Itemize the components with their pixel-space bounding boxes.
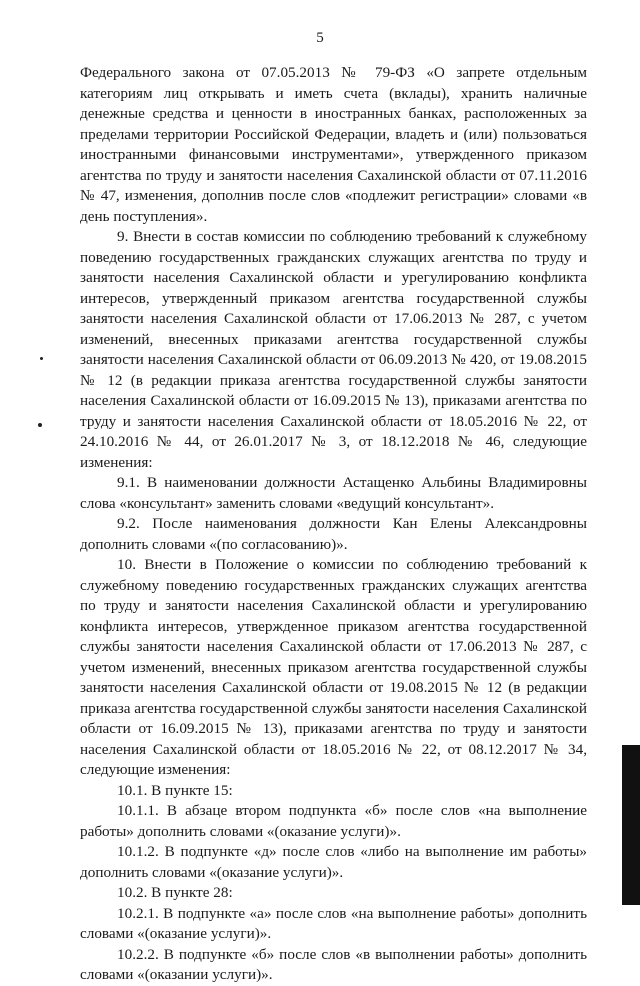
paragraph-item-9-1: 9.1. В наименовании должности Астащенко Альбины Владимировны слова «консультант» заменить словами «ведущий консультант». [80, 474, 587, 512]
paragraph-item-10-1: 10.1. В пункте 15: [117, 781, 233, 799]
paragraph-item-10: 10. Внести в Положение о комиссии по соблюдению требований к служебному поведению государственных гражданских служащих агентства по труду и занятости населения Сахалинской области и урегулированию конфликта интересов, утвержденное приказом агентства государственной службы занятости населения Сахалинской области от 17.06.2013 № 287, с учетом изменений, внесенных приказом агентства государственной службы занятости населения Сахалинской области от 19.08.2015 № 12 (в редакции приказа агентства государственной службы занятости населения Сахалинской области от 16.09.2015 № 13), приказами агентства по труду и занятости населения Сахалинской области от 18.05.2016 № 22, от 08.12.2017 № 34, следующие изменения: [80, 556, 587, 778]
paragraph-item-10-1-1: 10.1.1. В абзаце втором подпункта «б» после слов «на выполнение работы» дополнить словами «(оказание услуги)». [80, 802, 587, 840]
scan-speck [40, 357, 43, 360]
scan-speck [38, 423, 42, 427]
paragraph-item-9: 9. Внести в состав комиссии по соблюдению требований к служебному поведению государственных гражданских служащих агентства по труду и занятости населения Сахалинской области и урегулированию конфликта интересов, утвержденный приказом агентства государственной службы занятости населения Сахалинской области от 17.06.2013 № 287, с учетом изменений, внесенных приказами агентства государственной службы занятости населения Сахалинской области от 06.09.2013 № 420, от 19.08.2015 № 12 (в редакции приказа агентства государственной службы занятости населения Сахалинской области от 16.09.2015 № 13), приказами агентства по труду и занятости населения Сахалинской области от 18.05.2016 № 22, от 24.10.2016 № 44, от 26.01.2017 № 3, от 18.12.2018 № 46, следующие изменения: [80, 228, 587, 471]
paragraph-item-10-2-2: 10.2.2. В подпункте «б» после слов «в выполнении работы» дополнить словами «(оказании услуги)». [80, 945, 587, 983]
page-number: 5 [316, 30, 324, 46]
paragraph-item-10-2-1: 10.2.1. В подпункте «а» после слов «на выполнение работы» дополнить словами «(оказание услуги)». [80, 904, 587, 942]
paragraph-item-10-1-2: 10.1.2. В подпункте «д» после слов «либо на выполнение им работы» дополнить словами «(оказание услуги)». [80, 843, 587, 881]
document-body [80, 63, 587, 986]
scan-edge-shadow [622, 745, 640, 905]
paragraph-item-9-2: 9.2. После наименования должности Кан Елены Александровны дополнить словами «(по согласованию)». [80, 515, 587, 553]
paragraph-item-10-2: 10.2. В пункте 28: [117, 884, 233, 901]
paragraph-continuation: Федерального закона от 07.05.2013 № 79-ФЗ «О запрете отдельным категориям лиц открывать и иметь счета (вклады), хранить наличные денежные средства и ценности в иностранных банках, расположенных за пределами территории Российской Федерации, владеть и (или) пользоваться иностранными финансовыми инструментами», утвержденного приказом агентства по труду и занятости населения Сахалинской области от 07.11.2016 № 47, изменения, дополнив после слов «подлежит регистрации» словами «в день поступления». [80, 64, 587, 225]
